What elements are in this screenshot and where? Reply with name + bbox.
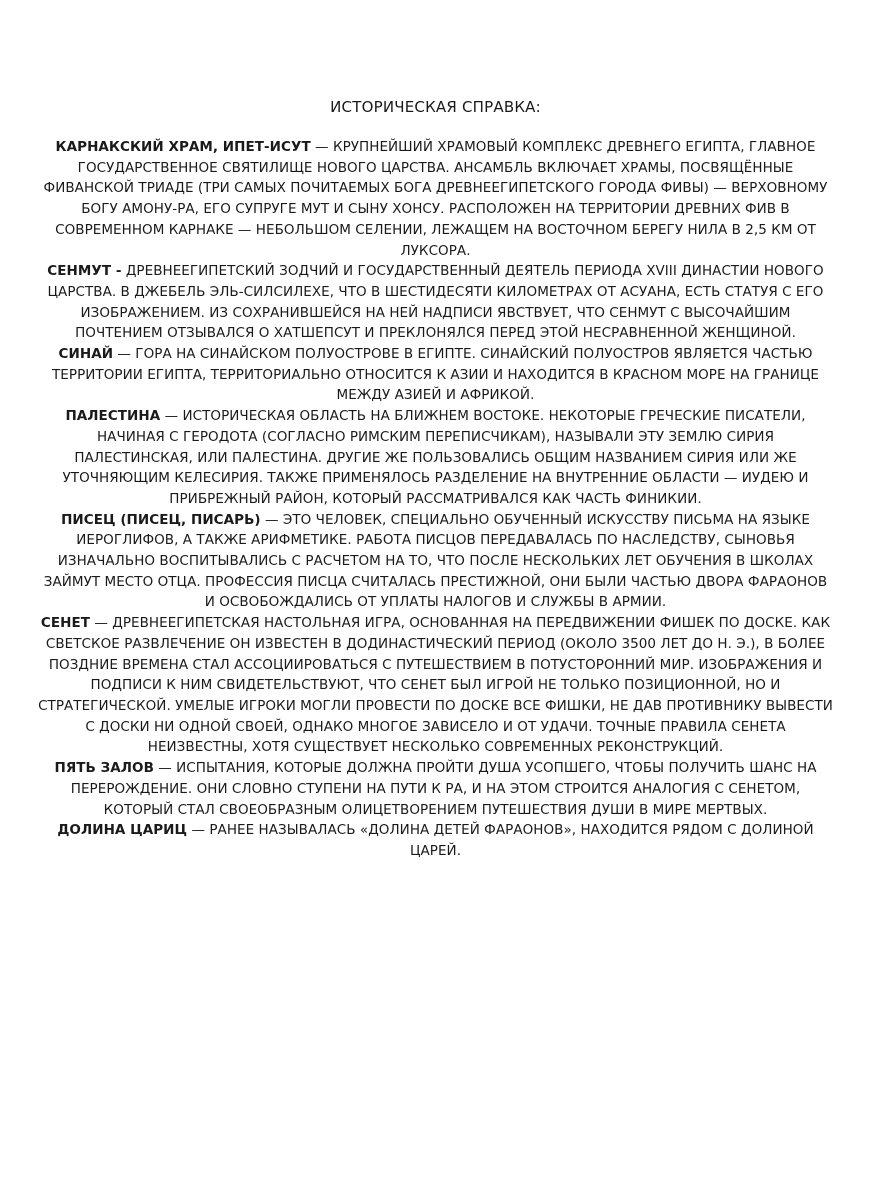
glossary-entry-valley-of-queens <box>38 820 833 861</box>
glossary-entry-palestine <box>38 406 833 510</box>
entry-term: СИНАЙ <box>58 346 114 363</box>
entry-term: ПАЛЕСТИНА <box>65 408 161 425</box>
entry-definition: ДРЕВНЕЕГИПЕТСКИЙ ЗОДЧИЙ И ГОСУДАРСТВЕННЫЙ ДЕЯТЕЛЬ ПЕРИОДА XVIII ДИНАСТИИ НОВОГО ЦАРСТВА. В ДЖЕБЕЛЬ ЭЛЬ-СИЛСИЛЕХЕ, ЧТО В ШЕСТИДЕСЯТИ КИЛОМЕТРАХ ОТ АСУАНА, ЕСТЬ СТАТУЯ С ЕГО ИЗОБРАЖЕНИЕМ. ИЗ СОХРАНИВШЕЙСЯ НА НЕЙ НАДПИСИ ЯВСТВУЕТ, ЧТО СЕНМУТ С ВЫСОЧАЙШИМ ПОЧТЕНИЕМ ОТЗЫВАЛСЯ О ХАТШЕПСУТ И ПРЕКЛОНЯЛСЯ ПЕРЕД ЭТОЙ НЕСРАВНЕННОЙ ЖЕНЩИНОЙ. <box>47 263 824 342</box>
entry-definition: — ИСПЫТАНИЯ, КОТОРЫЕ ДОЛЖНА ПРОЙТИ ДУША УСОПШЕГО, ЧТОБЫ ПОЛУЧИТЬ ШАНС НА ПЕРЕРОЖДЕНИЕ. ОНИ СЛОВНО СТУПЕНИ НА ПУТИ К РА, И НА ЭТОМ СТРОИТСЯ АНАЛОГИЯ С СЕНЕТОМ, КОТОРЫЙ СТАЛ СВОЕОБРАЗНЫМ ОЛИЦЕТВОРЕНИЕМ ПУТЕШЕСТВИЯ ДУШИ В МИРЕ МЕРТВЫХ. <box>70 760 817 818</box>
entry-term: СЕНЕТ <box>40 615 91 632</box>
entry-definition: — ЭТО ЧЕЛОВЕК, СПЕЦИАЛЬНО ОБУЧЕННЫЙ ИСКУССТВУ ПИСЬМА НА ЯЗЫКЕ ИЕРОГЛИФОВ, А ТАКЖЕ АРИФМЕТИКЕ. РАБОТА ПИСЦОВ ПЕРЕДАВАЛАСЬ ПО НАСЛЕДСТВУ, СЫНОВЬЯ ИЗНАЧАЛЬНО ВОСПИТЫВАЛИСЬ С РАСЧЕТОМ НА ТО, ЧТО ПОСЛЕ НЕСКОЛЬКИХ ЛЕТ ОБУЧЕНИЯ В ШКОЛАХ ЗАЙМУТ МЕСТО ОТЦА. ПРОФЕССИЯ ПИСЦА СЧИТАЛАСЬ ПРЕСТИЖНОЙ, ОНИ БЫЛИ ЧАСТЬЮ ДВОРА ФАРАОНОВ И ОСВОБОЖДАЛИСЬ ОТ УПЛАТЫ НАЛОГОВ И СЛУЖБЫ В АРМИИ. <box>43 511 828 611</box>
entry-definition: — ГОРА НА СИНАЙСКОМ ПОЛУОСТРОВЕ В ЕГИПТЕ. СИНАЙСКИЙ ПОЛУОСТРОВ ЯВЛЯЕТСЯ ЧАСТЬЮ ТЕРРИТОРИИ ЕГИПТА, ТЕРРИТОРИАЛЬНО ОТНОСИТСЯ К АЗИИ И НАХОДИТСЯ В КРАСНОМ МОРЕ НА ГРАНИЦЕ МЕЖДУ АЗИЕЙ И АФРИКОЙ. <box>52 346 819 404</box>
page-heading: ИСТОРИЧЕСКАЯ СПРАВКА: <box>330 98 541 116</box>
glossary-entry-karnak <box>38 137 833 261</box>
entry-term: ПЯТЬ ЗАЛОВ <box>54 760 154 777</box>
entry-term: ПИСЕЦ (ПИСЕЦ, ПИСАРЬ) <box>61 511 261 528</box>
glossary-entry-senmut <box>38 261 833 344</box>
glossary-list <box>38 137 833 862</box>
glossary-entry-scribe <box>38 510 833 614</box>
entry-definition: — ДРЕВНЕЕГИПЕТСКАЯ НАСТОЛЬНАЯ ИГРА, ОСНОВАННАЯ НА ПЕРЕДВИЖЕНИИ ФИШЕК ПО ДОСКЕ. КАК СВЕТСКОЕ РАЗВЛЕЧЕНИЕ ОН ИЗВЕСТЕН В ДОДИНАСТИЧЕСКИЙ ПЕРИОД (ОКОЛО 3500 ЛЕТ ДО Н. Э.), В БОЛЕЕ ПОЗДНИЕ ВРЕМЕНА СТАЛ АССОЦИИРОВАТЬСЯ С ПУТЕШЕСТВИЕМ В ПОТУСТОРОННИЙ МИР. ИЗОБРАЖЕНИЯ И ПОДПИСИ К НИМ СВИДЕТЕЛЬСТВУЮТ, ЧТО СЕНЕТ БЫЛ ИГРОЙ НЕ ТОЛЬКО ПОЗИЦИОННОЙ, НО И СТРАТЕГИЧЕСКОЙ. УМЕЛЫЕ ИГРОКИ МОГЛИ ПРОВЕСТИ ПО ДОСКЕ ВСЕ ФИШКИ, НЕ ДАВ ПРОТИВНИКУ ВЫВЕСТИ С ДОСКИ НИ ОДНОЙ СВОЕЙ, ОДНАКО МНОГОЕ ЗАВИСЕЛО И ОТ УДАЧИ. ТОЧНЫЕ ПРАВИЛА СЕНЕТА НЕИЗВЕСТНЫ, ХОТЯ СУЩЕСТВУЕТ НЕСКОЛЬКО СОВРЕМЕННЫХ РЕКОНСТРУКЦИЙ. <box>38 615 833 756</box>
glossary-entry-five-halls <box>38 758 833 820</box>
entry-definition: — ИСТОРИЧЕСКАЯ ОБЛАСТЬ НА БЛИЖНЕМ ВОСТОКЕ. НЕКОТОРЫЕ ГРЕЧЕСКИЕ ПИСАТЕЛИ, НАЧИНАЯ С ГЕРОДОТА (СОГЛАСНО РИМСКИМ ПЕРЕПИСЧИКАМ), НАЗЫВАЛИ ЭТУ ЗЕМЛЮ СИРИЯ ПАЛЕСТИНСКАЯ, ИЛИ ПАЛЕСТИНА. ДРУГИЕ ЖЕ ПОЛЬЗОВАЛИСЬ ОБЩИМ НАЗВАНИЕМ СИРИЯ ИЛИ ЖЕ УТОЧНЯЮЩИМ КЕЛЕСИРИЯ. ТАКЖЕ ПРИМЕНЯЛОСЬ РАЗДЕЛЕНИЕ НА ВНУТРЕННИЕ ОБЛАСТИ — ИУДЕЮ И ПРИБРЕЖНЫЙ РАЙОН, КОТОРЫЙ РАССМАТРИВАЛСЯ КАК ЧАСТЬ ФИНИКИИ. <box>62 408 809 507</box>
entry-definition: — КРУПНЕЙШИЙ ХРАМОВЫЙ КОМПЛЕКС ДРЕВНЕГО ЕГИПТА, ГЛАВНОЕ ГОСУДАРСТВЕННОЕ СВЯТИЛИЩЕ НОВОГО ЦАРСТВА. АНСАМБЛЬ ВКЛЮЧАЕТ ХРАМЫ, ПОСВЯЩЁННЫЕ ФИВАНСКОЙ ТРИАДЕ (ТРИ САМЫХ ПОЧИТАЕМЫХ БОГА ДРЕВНЕЕГИПЕТСКОГО ГОРОДА ФИВЫ) — ВЕРХОВНОМУ БОГУ АМОНУ-РА, ЕГО СУПРУГЕ МУТ И СЫНУ ХОНСУ. РАСПОЛОЖЕН НА ТЕРРИТОРИИ ДРЕВНИХ ФИВ В СОВРЕМЕННОМ КАРНАКЕ — НЕБОЛЬШОМ СЕЛЕНИИ, ЛЕЖАЩЕМ НА ВОСТОЧНОМ БЕРЕГУ НИЛА В 2,5 КМ ОТ ЛУКСОРА. <box>43 139 828 259</box>
entry-definition: — РАНЕЕ НАЗЫВАЛАСЬ «ДОЛИНА ДЕТЕЙ ФАРАОНОВ», НАХОДИТСЯ РЯДОМ С ДОЛИНОЙ ЦАРЕЙ. <box>187 822 814 859</box>
glossary-entry-senet <box>38 613 833 758</box>
entry-term: КАРНАКСКИЙ ХРАМ, ИПЕТ-ИСУТ <box>55 139 311 155</box>
entry-term: СЕНМУТ - <box>47 263 122 280</box>
glossary-entry-sinai <box>38 344 833 406</box>
entry-term: ДОЛИНА ЦАРИЦ <box>57 822 188 839</box>
